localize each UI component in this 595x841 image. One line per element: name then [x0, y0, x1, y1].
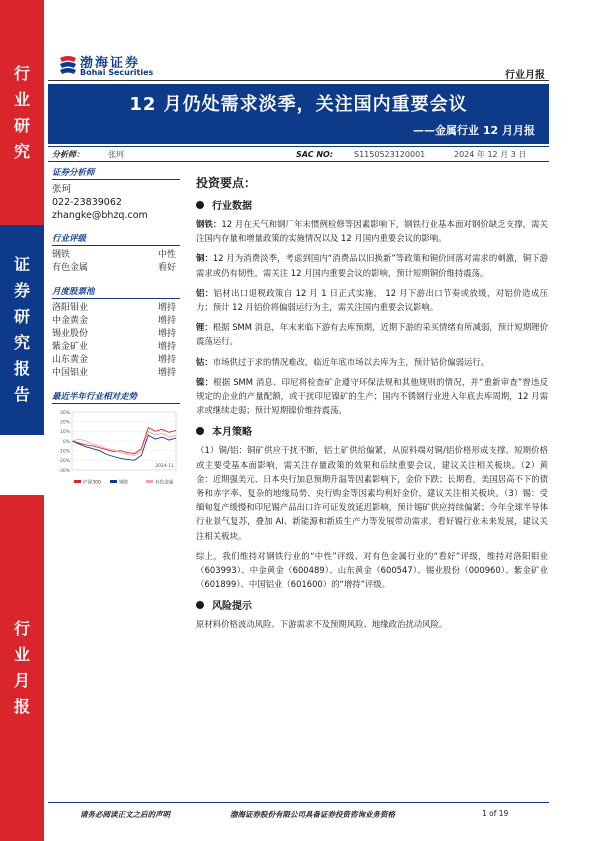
side-char: 究 [13, 333, 30, 352]
bullet-icon [196, 601, 204, 609]
side-label-industry-monthly [0, 495, 44, 841]
section-heading [196, 597, 548, 612]
report-title: 12 月仍处需求淡季，关注国内重要会议 [129, 94, 468, 115]
bohai-logo-icon [58, 54, 78, 76]
side-char: 证 [13, 255, 30, 274]
paragraph-lead: 镍： [196, 376, 214, 387]
bullet-icon [196, 201, 204, 209]
stock-row-name: 紫金矿业 [52, 342, 89, 352]
side-char: 月 [13, 671, 30, 690]
paragraph-text: 原材料价格波动风险、下游需求不及预期风险、地缘政治扰动风险。 [196, 619, 448, 630]
stock-row [52, 354, 180, 367]
chart-y-tick-label: 0% [62, 439, 70, 445]
paragraph [196, 251, 548, 279]
chart-legend-swatch [74, 480, 81, 483]
stock-row [52, 328, 180, 341]
footer-license: 渤海证券股份有限公司具备证券投资咨询业务资格 [230, 810, 395, 819]
main-content [196, 174, 548, 638]
sac-number: S1150523120001 [354, 149, 426, 159]
paragraph [196, 217, 548, 245]
bullet-icon [196, 427, 204, 435]
chart-y-tick-label: -10% [58, 449, 70, 455]
relative-trend-chart [52, 408, 180, 492]
paragraph-text: 市场供过于求的情况难改，临近年底市场以去库为主，预计钴价偏弱运行。 [212, 356, 490, 367]
analyst-phone: 022-23839062 [52, 197, 122, 208]
paragraph [196, 355, 548, 369]
section-heading [196, 197, 548, 212]
page-number: 1 of 19 [482, 809, 509, 818]
stock-row-value: 增持 [157, 329, 176, 339]
rating-section-title: 行业评级 [52, 232, 180, 246]
analyst-email[interactable]: zhangke@bhzq.com [52, 210, 148, 221]
rating-row-value: 看好 [157, 263, 176, 273]
stock-row-name: 中国铝业 [52, 368, 89, 378]
content-sections [196, 197, 548, 632]
chart-legend-swatch [110, 480, 117, 483]
paragraph [196, 617, 548, 631]
paragraph [196, 375, 548, 418]
stock-row [52, 302, 180, 315]
section-heading-text: 行业数据 [212, 201, 252, 212]
chart-legend-swatch [146, 480, 153, 483]
paragraph [196, 443, 548, 542]
chart-y-tick-label: 10% [59, 430, 70, 436]
paragraph [196, 286, 548, 314]
rating-row [52, 262, 180, 275]
analyst-section-title: 证券分析师 [52, 166, 180, 180]
side-char: 业 [13, 89, 30, 109]
paragraph-lead: 锂： [196, 322, 213, 333]
chart-legend-label: 有色金属 [155, 480, 174, 486]
analyst-name: 张珂 [108, 149, 124, 159]
sidebar-info [52, 166, 180, 492]
title-band [48, 84, 549, 144]
analyst-name-left: 张珂 [52, 184, 72, 195]
side-char: 报 [13, 697, 30, 716]
rating-row-name: 钢铁 [52, 250, 71, 260]
paragraph-lead: 铝： [196, 287, 214, 298]
rating-row-name: 有色金属 [52, 263, 89, 273]
chart-y-tick-label: 30% [59, 410, 70, 416]
paragraph-lead: 铜： [196, 253, 213, 264]
header-divider [48, 80, 549, 81]
analyst-info-bar [48, 146, 549, 162]
company-logo [58, 52, 168, 80]
stock-row [52, 367, 180, 380]
logo-english-name: Bohai Securities [80, 68, 154, 77]
chart-y-tick-label: 20% [59, 420, 70, 426]
chart-x-label: 2024-11 [155, 464, 174, 469]
side-char: 告 [13, 385, 30, 404]
stock-row-value: 增持 [157, 355, 176, 365]
chart-series-line [72, 435, 176, 460]
chart-section-title: 最近半年行业相对走势 [52, 390, 180, 404]
side-char: 行 [13, 619, 30, 638]
rating-list [52, 249, 180, 275]
stock-row-name: 洛阳钼业 [52, 303, 89, 313]
paragraph-text: 综上，我们维持对钢铁行业的“中性”评级、对有色金属行业的“看好”评级，维持对洛阳钼业（603993）、中金黄金（600489）、山东黄金（600547）、锡业股份（000960）、紫金矿业（601899）、中国铝业（601600）的“增持”评级。 [196, 550, 548, 590]
paragraph [196, 320, 548, 348]
paragraph-text: 12 月在天气和钢厂年末惯例检修等因素影响下，钢铁行业基本面对钢价缺乏支撑，需关注国内存量和增量政策的实施情况以及 12 月国内重要会议的影响。 [196, 219, 548, 244]
side-char: 行 [13, 63, 30, 83]
paragraph-text: 根据 SMM 消息、印尼将检查矿企遵守环保法规和其他规则的情况，并“重新审查”曾违反规定的企业的产量配额，或干扰印尼镍矿的生产；国内不锈钢行业进入年底去库周期，12 月需求或继续走弱；预计短期镍价维持震荡。 [196, 376, 548, 416]
paragraph-text: 12 月为消费淡季，考虑到国内“消费品以旧换新”等政策和铜价回落对需求的刺激，铜下游需求或仍有韧性，需关注 12 月国内重要会议的影响，预计短期铜价维持震荡。 [196, 253, 549, 278]
stock-row-value: 增持 [157, 303, 176, 313]
stock-row [52, 315, 180, 328]
side-char: 券 [13, 281, 30, 300]
sac-label: SAC NO: [296, 149, 334, 159]
side-label-industry-research [0, 0, 44, 225]
report-type: 行业月报 [505, 70, 545, 81]
logo-chinese-name: 渤海证券 [80, 56, 141, 71]
rating-row [52, 249, 180, 262]
section-heading [196, 423, 548, 438]
rating-row-value: 中性 [157, 250, 176, 260]
investment-points-title: 投资要点： [196, 176, 257, 190]
stock-row-value: 增持 [157, 316, 176, 326]
chart-legend-label: 钢铁 [119, 480, 129, 486]
side-char: 研 [13, 307, 30, 326]
side-label-securities-report [0, 225, 44, 435]
analyst-label: 分析师： [52, 149, 84, 159]
side-char: 究 [13, 141, 30, 161]
paragraph [196, 549, 548, 592]
chart-y-tick-label: -30% [58, 468, 70, 474]
footer [48, 802, 549, 822]
stock-row-name: 中金黄金 [52, 316, 89, 326]
paragraph-text: （1）铜/铝：铜矿供应干扰不断，铝土矿供给偏紧，从原料端对铜/铝价格形成支撑。短期价格或主要受基本面影响，需关注存量政策的效果和后续重要会议，建议关注相关板块。（2）黄金：近期强美元、日本央行加息预期升温等因素影响下，金价下跌；长期看，美国居高不下的债务和赤字率、复杂的地缘局势、央行购金等因素均利好金价，建议关注相关板块。（3）锡：受缅甸复产缓慢和印尼锡产品出口许可证发放延迟影响，预计锡矿供应持续偏紧；今年全球半导体行业景气复苏，叠加 AI、新能源和新质生产力等发展带动需求，看好锡行业未来发展，建议关注相关板块。 [196, 445, 548, 541]
footer-disclaimer: 请务必阅读正文之后的声明 [80, 810, 170, 819]
side-char: 研 [13, 115, 30, 135]
chart-y-tick-label: -20% [58, 459, 70, 465]
side-spacer [0, 435, 44, 495]
paragraph-lead: 钴： [196, 356, 213, 367]
stock-row [52, 341, 180, 354]
side-char: 报 [13, 359, 30, 378]
stock-row-value: 增持 [157, 368, 176, 378]
paragraph-lead: 钢铁： [196, 219, 222, 229]
chart-legend-label: 沪深300 [83, 480, 101, 486]
stocks-section-title: 月度股票池 [52, 285, 180, 299]
stock-row-name: 山东黄金 [52, 355, 89, 365]
trend-chart-svg [52, 408, 180, 492]
section-heading-text: 风险提示 [212, 601, 252, 613]
paragraph-text: 铝材出口退税政策自 12 月 1 日正式实施， 12 月下游出口节奏或放缓，对铝价造成压力；预计 12 月铝价将偏弱运行为主，需关注国内重要会议影响。 [196, 287, 548, 313]
paragraph-text: 根据 SMM 消息，年末来临下游有去库预期，近期下游的采买情绪有所减弱，预计短期锂价震荡运行。 [196, 322, 548, 347]
stock-pool-list [52, 302, 180, 380]
stock-row-name: 锡业股份 [52, 329, 89, 339]
stock-row-value: 增持 [157, 342, 176, 352]
side-tab [0, 0, 44, 841]
report-date: 2024 年 12 月 3 日 [454, 149, 527, 159]
report-subtitle: ——金属行业 12 月月报 [413, 124, 535, 137]
side-char: 业 [13, 645, 30, 664]
section-heading-text: 本月策略 [212, 427, 252, 439]
